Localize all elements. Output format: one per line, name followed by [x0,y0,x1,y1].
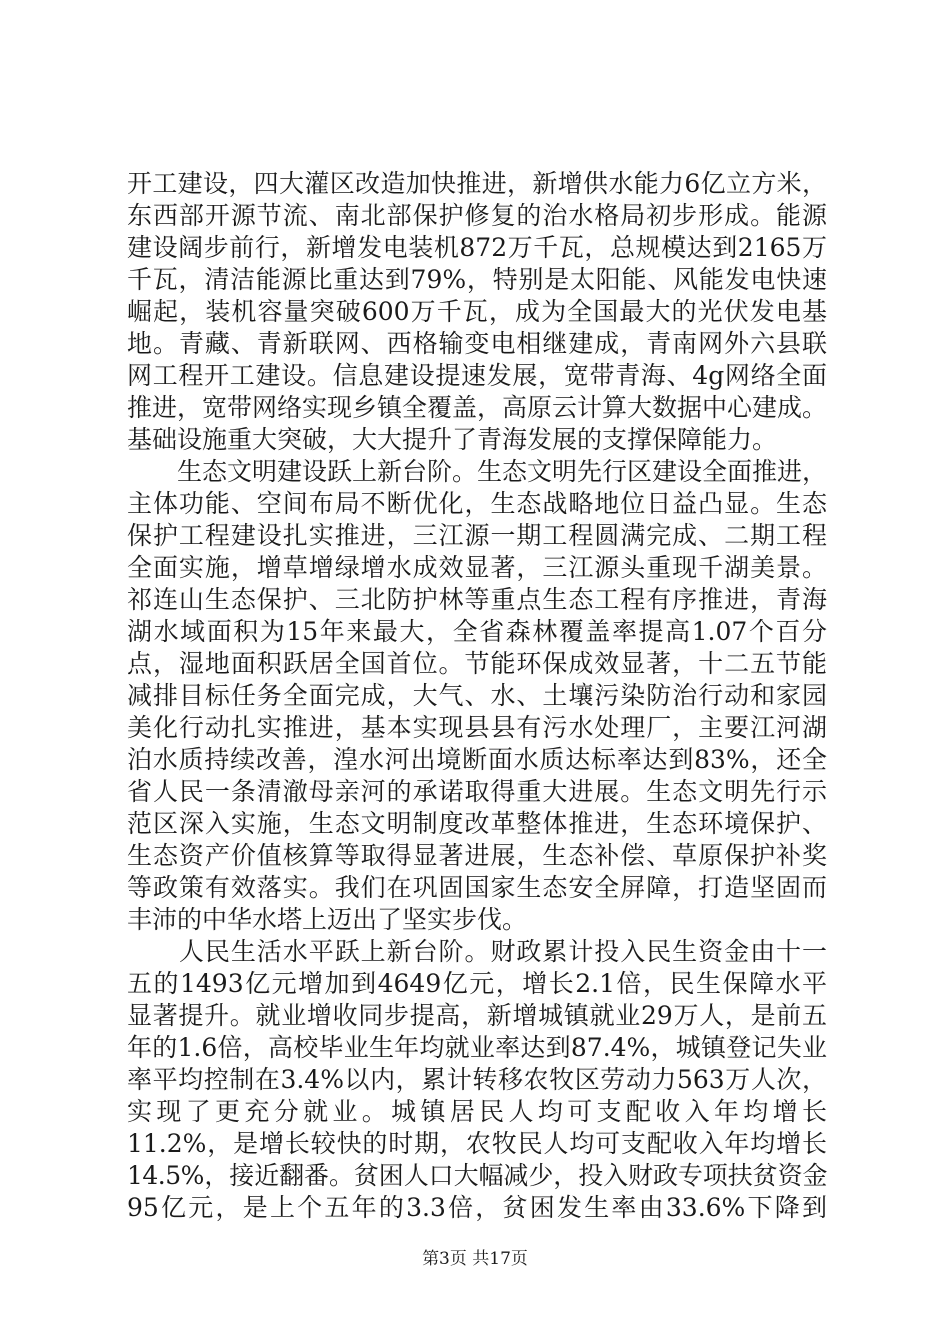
text-line: 率平均控制在3.4%以内，累计转移农牧区劳动力563万人次， [127,1065,827,1094]
text-line: 推进，宽带网络实现乡镇全覆盖，高原云计算大数据中心建成。 [127,393,828,422]
paragraph-start-line: 生态文明建设跃上新台阶。生态文明先行区建设全面推进， [127,457,828,486]
text-line: 基础设施重大突破，大大提升了青海发展的支撑保障能力。 [127,425,778,454]
text-line: 地。青藏、青新联网、西格输变电相继建成，青南网外六县联 [127,329,827,358]
text-line: 范区深入实施，生态文明制度改革整体推进，生态环境保护、 [127,809,827,838]
text-line: 全面实施，增草增绿增水成效显著，三江源头重现千湖美景。 [127,553,827,582]
page-number-footer: 第3页 共17页 [422,1249,528,1269]
text-line: 泊水质持续改善，湟水河出境断面水质达标率达到83%，还全 [127,745,827,774]
text-line: 建设阔步前行，新增发电装机872万千瓦，总规模达到2165万 [127,233,827,262]
text-line: 等政策有效落实。我们在巩固国家生态安全屏障，打造坚固而 [127,873,827,902]
text-line: 祁连山生态保护、三北防护林等重点生态工程有序推进，青海 [127,585,827,614]
text-line: 主体功能、空间布局不断优化，生态战略地位日益凸显。生态 [127,489,827,518]
paragraph-start-line: 人民生活水平跃上新台阶。财政累计投入民生资金由十一 [127,937,827,966]
text-line: 显著提升。就业增收同步提高，新增城镇就业29万人，是前五 [127,1001,827,1030]
text-line: 实现了更充分就业。城镇居民人均可支配收入年均增长 [127,1097,827,1126]
text-line: 年的1.6倍，高校毕业生年均就业率达到87.4%，城镇登记失业 [127,1033,827,1062]
text-line: 崛起，装机容量突破600万千瓦，成为全国最大的光伏发电基 [127,297,827,326]
text-line: 减排目标任务全面完成，大气、水、土壤污染防治行动和家园 [127,681,827,710]
text-line: 点，湿地面积跃居全国首位。节能环保成效显著，十二五节能 [127,649,827,678]
text-line: 湖水域面积为15年来最大，全省森林覆盖率提高1.07个百分 [127,617,827,646]
text-line: 五的1493亿元增加到4649亿元，增长2.1倍，民生保障水平 [127,969,827,998]
document-body [127,168,827,1224]
text-line: 丰沛的中华水塔上迈出了坚实步伐。 [127,905,528,934]
text-line: 11.2%，是增长较快的时期，农牧民人均可支配收入年均增长 [127,1129,827,1158]
text-line: 美化行动扎实推进，基本实现县县有污水处理厂，主要江河湖 [127,713,827,742]
text-line: 东西部开源节流、南北部保护修复的治水格局初步形成。能源 [127,201,827,230]
text-line: 开工建设，四大灌区改造加快推进，新增供水能力6亿立方米， [127,169,827,198]
text-line: 网工程开工建设。信息建设提速发展，宽带青海、4g网络全面 [127,361,827,390]
text-line: 生态资产价值核算等取得显著进展，生态补偿、草原保护补奖 [127,841,827,870]
text-line: 保护工程建设扎实推进，三江源一期工程圆满完成、二期工程 [127,521,827,550]
text-line: 千瓦，清洁能源比重达到79%，特别是太阳能、风能发电快速 [127,265,827,294]
text-line: 14.5%，接近翻番。贫困人口大幅减少，投入财政专项扶贫资金 [127,1161,827,1190]
text-line: 省人民一条清澈母亲河的承诺取得重大进展。生态文明先行示 [127,777,827,806]
text-line: 95亿元，是上个五年的3.3倍，贫困发生率由33.6%下降到 [127,1193,827,1222]
